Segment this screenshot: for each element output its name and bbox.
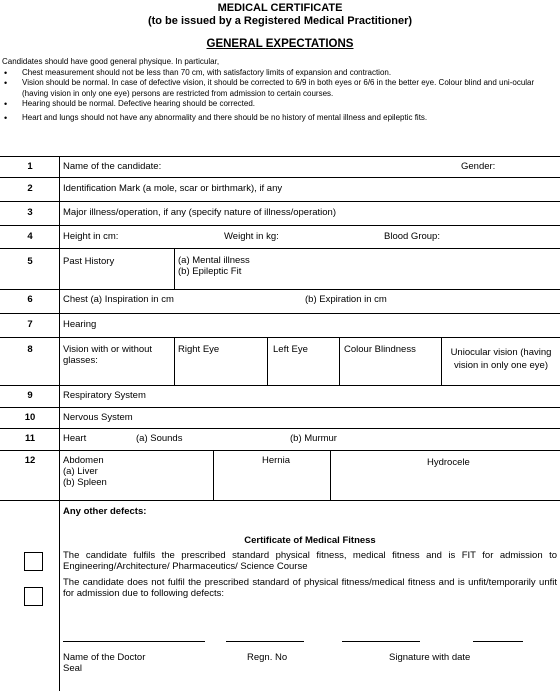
respiratory-system-label: Respiratory System bbox=[63, 390, 146, 401]
heart-murmur-label: (b) Murmur bbox=[290, 433, 337, 444]
fit-checkbox[interactable] bbox=[24, 552, 43, 571]
other-defects-label: Any other defects: bbox=[63, 506, 147, 517]
regn-no-label: Regn. No bbox=[247, 652, 288, 663]
heart-label: Heart bbox=[63, 433, 87, 444]
seal-label: Seal bbox=[63, 663, 83, 674]
section-heading: GENERAL EXPECTATIONS bbox=[206, 38, 354, 50]
right-eye-label: Right Eye bbox=[178, 344, 220, 355]
row-number: 6 bbox=[27, 294, 33, 305]
document-subtitle: (to be issued by a Registered Medical Practitioner) bbox=[147, 15, 413, 27]
left-eye-label: Left Eye bbox=[273, 344, 308, 355]
row-number: 1 bbox=[27, 161, 33, 172]
signature-label: Signature with date bbox=[389, 652, 471, 663]
doctor-name-label: Name of the Doctor bbox=[63, 652, 146, 663]
gender-label: Gender: bbox=[461, 161, 496, 172]
weight-label: Weight in kg: bbox=[224, 231, 279, 242]
row-number: 9 bbox=[27, 390, 33, 401]
intro-lead: Candidates should have good general physique. In particular, bbox=[2, 57, 220, 66]
abdomen-label: Abdomen bbox=[63, 455, 104, 466]
colour-blindness-label: Colour Blindness bbox=[344, 344, 416, 355]
epileptic-fit-label: (b) Epileptic Fit bbox=[178, 266, 242, 277]
fit-statement: The candidate fulfils the prescribed standard physical fitness, medical fitness and is FIT for admission to Engineering/Architecture/ Pharmaceutics/ Science Course bbox=[63, 550, 557, 572]
list-item: • Chest measurement should not be less than 70 cm, with satisfactory limits of expansion and contraction. bbox=[2, 68, 558, 79]
row-number: 11 bbox=[24, 433, 36, 444]
vision-label: Vision with or without glasses: bbox=[63, 344, 153, 366]
regn-no-line bbox=[226, 641, 304, 642]
row-number: 2 bbox=[27, 183, 33, 194]
nervous-system-label: Nervous System bbox=[63, 412, 133, 423]
row-number: 8 bbox=[27, 344, 33, 355]
row-number: 7 bbox=[27, 319, 33, 330]
signature-line bbox=[342, 641, 420, 642]
certificate-title: Certificate of Medical Fitness bbox=[244, 535, 376, 546]
list-item: • Vision should be normal. In case of defective vision, it should be corrected to 6/9 in both eyes or 6/6 in the better eye. Colour blind and uni-ocular (having vision in only one eye) persons are restricted from admission to certain courses. bbox=[2, 78, 558, 99]
mental-illness-label: (a) Mental illness bbox=[178, 255, 250, 266]
unfit-checkbox[interactable] bbox=[24, 587, 43, 606]
spleen-label: (b) Spleen bbox=[63, 477, 107, 488]
row-number: 5 bbox=[27, 256, 33, 267]
candidate-name-label: Name of the candidate: bbox=[63, 161, 162, 172]
chest-inspiration-label: Chest (a) Inspiration in cm bbox=[63, 294, 174, 305]
past-history-label: Past History bbox=[63, 256, 115, 267]
heart-sounds-label: (a) Sounds bbox=[136, 433, 183, 444]
row-number: 3 bbox=[27, 207, 33, 218]
row-number: 10 bbox=[24, 412, 36, 423]
major-illness-label: Major illness/operation, if any (specify nature of illness/operation) bbox=[63, 207, 336, 218]
doctor-name-line bbox=[63, 641, 205, 642]
list-item: • Heart and lungs should not have any abnormality and there should be no history of mental illness and epileptic fits. bbox=[2, 113, 558, 124]
blood-group-label: Blood Group: bbox=[384, 231, 440, 242]
unfit-statement: The candidate does not fulfil the prescribed standard of physical fitness/medical fitness and is unfit/temporarily unfit for admission due to following defects: bbox=[63, 577, 557, 599]
row-number: 12 bbox=[24, 455, 36, 466]
chest-expiration-label: (b) Expiration in cm bbox=[305, 294, 387, 305]
uniocular-vision-label: Uniocular vision (having vision in only one eye) bbox=[450, 347, 552, 371]
identification-mark-label: Identification Mark (a mole, scar or birthmark), if any bbox=[63, 183, 283, 194]
expectations-list bbox=[2, 68, 558, 124]
document-title: MEDICAL CERTIFICATE bbox=[217, 2, 343, 14]
liver-label: (a) Liver bbox=[63, 466, 98, 477]
hydrocele-label: Hydrocele bbox=[427, 457, 470, 468]
hernia-label: Hernia bbox=[262, 455, 290, 466]
general-expectations-text bbox=[2, 57, 558, 124]
height-label: Height in cm: bbox=[63, 231, 119, 242]
list-item: • Hearing should be normal. Defective hearing should be corrected. bbox=[2, 99, 558, 110]
hearing-label: Hearing bbox=[63, 319, 97, 330]
row-number: 4 bbox=[27, 231, 33, 242]
date-line bbox=[473, 641, 523, 642]
